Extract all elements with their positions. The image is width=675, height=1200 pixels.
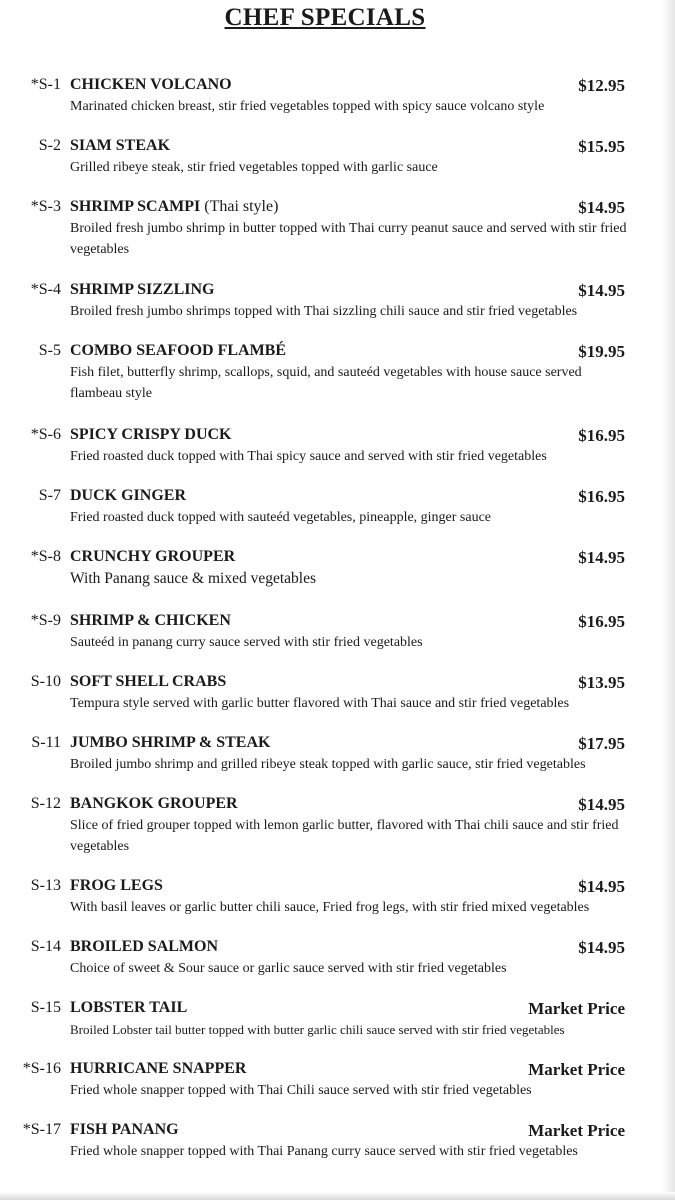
item-price: $12.95 bbox=[578, 76, 625, 95]
item-code: *S-16 bbox=[22, 1060, 61, 1077]
item-price: Market Price bbox=[528, 1121, 625, 1140]
item-description: With Panang sauce & mixed vegetables bbox=[70, 570, 317, 587]
item-code: *S-9 bbox=[30, 612, 61, 629]
item-name: FROG LEGS bbox=[70, 877, 163, 894]
item-name: SHRIMP & CHICKEN bbox=[70, 612, 231, 629]
item-code: S-15 bbox=[30, 999, 61, 1016]
item-price: Market Price bbox=[528, 1060, 625, 1079]
item-code: S-5 bbox=[38, 342, 61, 359]
item-price: $19.95 bbox=[578, 342, 625, 361]
item-price: $17.95 bbox=[578, 734, 625, 753]
item-name: SHRIMP SIZZLING bbox=[70, 281, 215, 298]
item-code: S-7 bbox=[38, 487, 61, 504]
item-price: $14.95 bbox=[578, 548, 625, 567]
item-description: Broiled fresh jumbo shrimp in butter topped with Thai curry peanut sauce and served with stir fried vegetables bbox=[70, 221, 627, 257]
item-description: Broiled jumbo shrimp and grilled ribeye steak topped with garlic sauce, stir fried vegetables bbox=[70, 757, 586, 772]
item-code: S-10 bbox=[30, 673, 61, 690]
item-description: Marinated chicken breast, stir fried vegetables topped with spicy sauce volcano style bbox=[70, 99, 545, 114]
item-price: $15.95 bbox=[578, 137, 625, 156]
item-code: *S-4 bbox=[30, 281, 61, 298]
item-description: Fried whole snapper topped with Thai Panang curry sauce served with stir fried vegetables bbox=[70, 1144, 578, 1159]
item-description: Fried roasted duck topped with sauteéd vegetables, pineapple, ginger sauce bbox=[70, 510, 492, 525]
item-name: SOFT SHELL CRABS bbox=[70, 673, 227, 690]
item-name: SHRIMP SCAMPI (Thai style) bbox=[70, 198, 279, 215]
item-name: FISH PANANG bbox=[70, 1121, 179, 1138]
item-price: $16.95 bbox=[578, 426, 625, 445]
item-price: $14.95 bbox=[578, 198, 625, 217]
item-description: Sauteéd in panang curry sauce served with stir fried vegetables bbox=[70, 635, 423, 650]
item-description: Broiled Lobster tail butter topped with butter garlic chili sauce served with stir fried vegetables bbox=[70, 1022, 565, 1037]
item-code: *S-3 bbox=[30, 198, 61, 215]
item-price: $14.95 bbox=[578, 938, 625, 957]
item-name-suffix: (Thai style) bbox=[204, 198, 279, 215]
item-code: S-14 bbox=[30, 938, 61, 955]
item-name: CRUNCHY GROUPER bbox=[70, 548, 236, 565]
item-price: Market Price bbox=[528, 999, 625, 1018]
item-description: Grilled ribeye steak, stir fried vegetables topped with garlic sauce bbox=[70, 160, 438, 175]
item-description: Fish filet, butterfly shrimp, scallops, squid, and sauteéd vegetables with house sauce served flambeau style bbox=[70, 365, 582, 401]
item-description: Tempura style served with garlic butter flavored with Thai sauce and stir fried vegetables bbox=[70, 696, 570, 711]
item-name: COMBO SEAFOOD FLAMBÉ bbox=[70, 342, 287, 359]
item-price: $13.95 bbox=[578, 673, 625, 692]
item-code: S-11 bbox=[31, 734, 61, 751]
item-name: LOBSTER TAIL bbox=[70, 999, 188, 1016]
item-price: $16.95 bbox=[578, 487, 625, 506]
item-code: *S-17 bbox=[22, 1121, 61, 1138]
item-code: *S-6 bbox=[30, 426, 61, 443]
page-edge-shadow bbox=[661, 0, 675, 1200]
item-name: BROILED SALMON bbox=[70, 938, 219, 955]
item-code: S-13 bbox=[30, 877, 61, 894]
item-description: Broiled fresh jumbo shrimps topped with Thai sizzling chili sauce and stir fried vegetables bbox=[70, 304, 578, 319]
item-name: DUCK GINGER bbox=[70, 487, 187, 504]
item-description: Choice of sweet & Sour sauce or garlic sauce served with stir fried vegetables bbox=[70, 961, 507, 976]
item-price: $14.95 bbox=[578, 281, 625, 300]
item-code: *S-1 bbox=[30, 76, 61, 93]
item-name: SPICY CRISPY DUCK bbox=[70, 426, 232, 443]
item-price: $14.95 bbox=[578, 877, 625, 896]
item-name: SIAM STEAK bbox=[70, 137, 171, 154]
item-name: CHICKEN VOLCANO bbox=[70, 76, 232, 93]
item-name: BANGKOK GROUPER bbox=[70, 795, 238, 812]
item-price: $16.95 bbox=[578, 612, 625, 631]
page-bottom-shadow bbox=[0, 1192, 675, 1200]
item-description: Slice of fried grouper topped with lemon garlic butter, flavored with Thai chili sauce and stir fried vegetables bbox=[70, 818, 619, 854]
item-description: With basil leaves or garlic butter chili sauce, Fried frog legs, with stir fried mixed vegetables bbox=[70, 900, 590, 915]
item-description: Fried whole snapper topped with Thai Chili sauce served with stir fried vegetables bbox=[70, 1083, 532, 1098]
item-code: S-12 bbox=[30, 795, 61, 812]
item-code: S-2 bbox=[38, 137, 61, 154]
item-price: $14.95 bbox=[578, 795, 625, 814]
item-code: *S-8 bbox=[30, 548, 61, 565]
page-title: CHEF SPECIALS bbox=[224, 4, 426, 31]
item-name: HURRICANE SNAPPER bbox=[70, 1060, 247, 1077]
item-description: Fried roasted duck topped with Thai spicy sauce and served with stir fried vegetables bbox=[70, 449, 547, 464]
item-name: JUMBO SHRIMP & STEAK bbox=[70, 734, 271, 751]
